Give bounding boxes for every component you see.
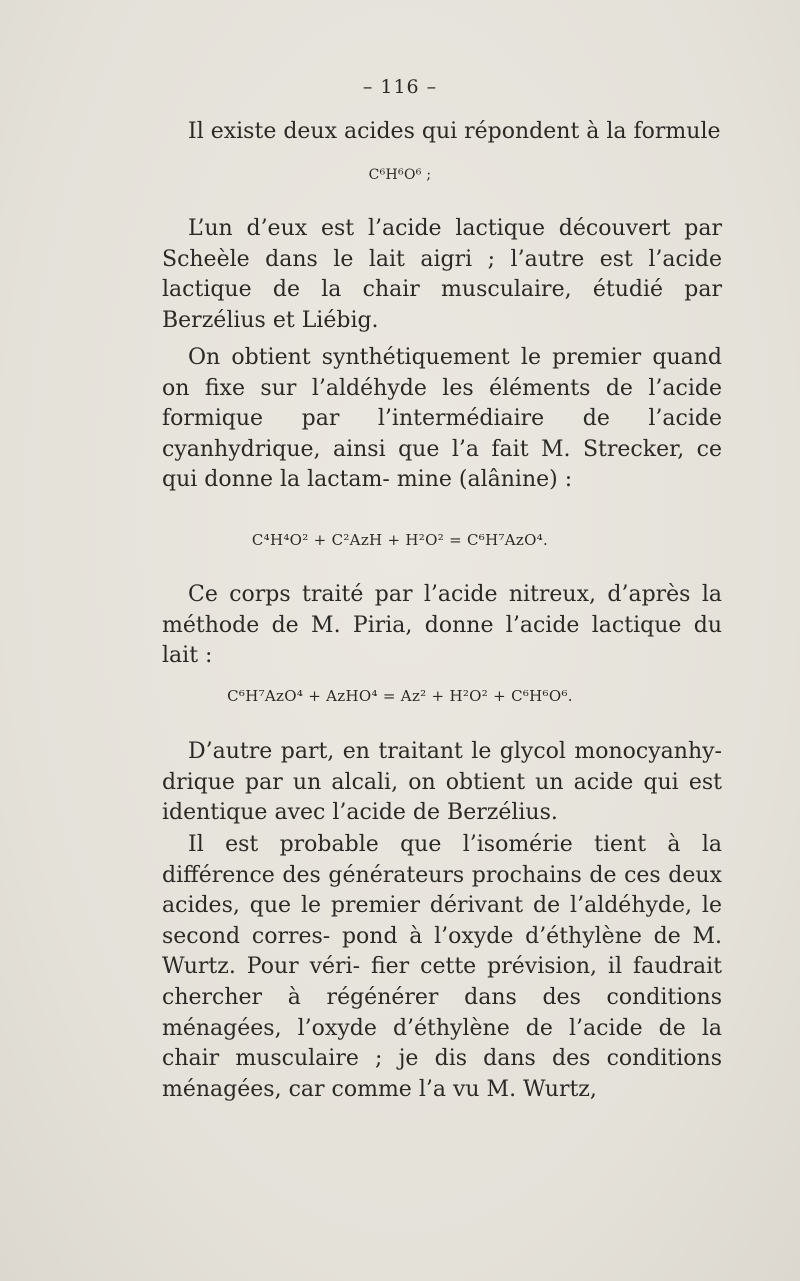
- paragraph-6: Il est probable que l’isomérie tient à la différence des générateurs prochains de ces deux acides, que le premier dérivant de l’aldéhyde, le second corres- pond à l’oxyde d’éthylène de M. Wurtz. Pour véri- fier cette prévision, il faudrait chercher à régénérer dans des conditions ménagées, l’oxyde d’éthylène de l’acide de la chair musculaire ; je dis dans des conditions ménagées, car comme l’a vu M. Wurtz,: [162, 832, 722, 1102]
- paragraph-1: Il existe deux acides qui répondent à la formule: [188, 119, 721, 144]
- paragraph-2: L’un d’eux est l’acide lactique découvert par Scheèle dans le lait aigri ; l’autre est l’acide lactique de la chair musculaire, étudié par Berzélius et Liébig.: [162, 216, 722, 333]
- paragraph-3: On obtient synthétiquement le premier quand on fixe sur l’aldéhyde les éléments de l’acide formique par l’intermédiaire de l’acide cyanhydrique, ainsi que l’a fait M. Strecker, ce qui donne la lactam- mine (alânine) :: [162, 345, 722, 493]
- paragraph-4: Ce corps traité par l’acide nitreux, d’après la méthode de M. Piria, donne l’acide lactique du lait :: [162, 582, 722, 669]
- paragraph-5: D’autre part, en traitant le glycol monocyanhy- drique par un alcali, on obtient un acide qui est identique avec l’acide de Berzélius.: [162, 739, 722, 826]
- page-number: – 116 –: [362, 76, 438, 98]
- formula-nitrous-reaction: C⁶H⁷AzO⁴ + AzHO⁴ = Az² + H²O² + C⁶H⁶O⁶.: [227, 687, 573, 705]
- formula-lactic-acid: C⁶H⁶O⁶ ;: [368, 167, 432, 183]
- formula-alanine-synthesis: C⁴H⁴O² + C²AzH + H²O² = C⁶H⁷AzO⁴.: [251, 531, 549, 549]
